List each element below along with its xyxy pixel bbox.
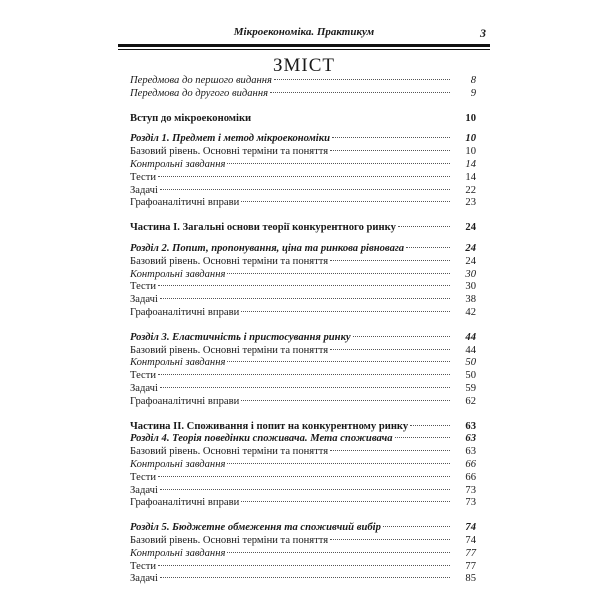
running-header	[118, 26, 490, 38]
toc-entry-title: Тести	[130, 281, 157, 293]
toc-entry-title: Графоаналітичні вправи	[130, 395, 240, 407]
dot-leader	[160, 387, 450, 388]
toc-entry-page: 30	[465, 268, 476, 280]
toc-entry-title: Графоаналітичні вправи	[130, 497, 240, 509]
toc-entry-page: 85	[465, 573, 476, 585]
dot-leader	[270, 92, 450, 93]
dot-leader	[158, 476, 450, 477]
toc-entry	[130, 243, 476, 256]
dot-leader	[410, 425, 450, 426]
toc-entry-title: Контрольні завдання	[130, 158, 226, 170]
dot-leader	[158, 374, 450, 375]
toc-title: ЗМІСТ	[272, 55, 336, 76]
dot-leader	[395, 437, 450, 438]
toc-entry-title: Розділ 3. Еластичність і пристосування ринку	[130, 331, 351, 343]
dot-leader	[158, 565, 450, 566]
dot-leader	[241, 311, 450, 312]
toc-entry	[130, 307, 476, 320]
toc-entry-title: Базовий рівень. Основні терміни та поняття	[130, 344, 329, 356]
toc-entry-page: 24	[465, 242, 476, 254]
toc-entry	[130, 561, 476, 574]
toc-entry-page: 42	[465, 306, 476, 318]
dot-leader	[227, 163, 450, 164]
toc-entry	[130, 497, 476, 510]
toc-entry-page: 63	[465, 420, 476, 432]
toc-entry	[130, 159, 476, 172]
toc-entry-title: Задачі	[130, 573, 158, 585]
toc-entry-page: 66	[465, 458, 476, 470]
toc-entry-page: 9	[470, 87, 476, 99]
dot-leader	[398, 226, 450, 227]
toc-entry-title: Задачі	[130, 382, 158, 394]
toc-entry	[130, 113, 476, 126]
toc-entry-page: 77	[465, 560, 476, 572]
toc-entry	[130, 281, 476, 294]
dot-leader	[227, 552, 450, 553]
toc-entry	[130, 446, 476, 459]
toc-entry-title: Тести	[130, 560, 157, 572]
toc-entry-title: Задачі	[130, 294, 158, 306]
toc-entry-page: 14	[465, 158, 476, 170]
dot-leader	[274, 79, 450, 80]
toc-entry	[130, 185, 476, 198]
toc-entry	[130, 256, 476, 269]
dot-leader	[406, 247, 450, 248]
header-rule-thin	[118, 49, 490, 50]
toc-entry-page: 22	[465, 184, 476, 196]
toc-entry-page: 38	[465, 294, 476, 306]
toc-entry	[130, 197, 476, 210]
dot-leader	[227, 273, 450, 274]
toc-entry-page: 10	[465, 112, 476, 124]
toc-entry-title: Вступ до мікроекономіки	[130, 112, 252, 124]
toc-entry-page: 63	[465, 433, 476, 445]
toc-entry-page: 23	[465, 197, 476, 209]
toc-entry-title: Контрольні завдання	[130, 357, 226, 369]
page-number: 3	[480, 26, 486, 40]
toc-entry-title: Передмова до першого видання	[130, 75, 272, 86]
toc-entry-page: 50	[465, 370, 476, 382]
toc-entry-title: Частина І. Загальні основи теорії конкурентного ринку	[130, 222, 396, 234]
toc-entry-title: Базовий рівень. Основні терміни та поняття	[130, 446, 329, 458]
toc-entry-page: 24	[465, 222, 476, 234]
dot-leader	[158, 176, 450, 177]
toc-entry-page: 44	[465, 344, 476, 356]
toc-entry	[130, 459, 476, 472]
dot-leader	[241, 201, 450, 202]
toc-entry	[130, 370, 476, 383]
toc-entry	[130, 146, 476, 159]
toc-entry-page: 74	[465, 534, 476, 546]
dot-leader	[241, 501, 450, 502]
toc-entry-title: Базовий рівень. Основні терміни та поняття	[130, 146, 329, 158]
toc-entry	[130, 472, 476, 485]
table-of-contents	[130, 75, 476, 586]
toc-entry-title: Графоаналітичні вправи	[130, 306, 240, 318]
dot-leader	[330, 450, 450, 451]
toc-entry-title: Передмова до другого видання	[130, 87, 268, 99]
toc-entry-title: Графоаналітичні вправи	[130, 197, 240, 209]
toc-entry	[130, 421, 476, 434]
toc-entry	[130, 75, 476, 88]
toc-entry-page: 24	[465, 255, 476, 267]
running-title: Мікроекономіка. Практикум	[233, 26, 375, 38]
dot-leader	[241, 400, 450, 401]
toc-entry-page: 50	[465, 357, 476, 369]
dot-leader	[160, 189, 450, 190]
toc-entry	[130, 433, 476, 446]
dot-leader	[330, 539, 450, 540]
toc-entry	[130, 548, 476, 561]
toc-entry	[130, 522, 476, 535]
dot-leader	[227, 463, 450, 464]
toc-entry-title: Контрольні завдання	[130, 268, 226, 280]
dot-leader	[330, 260, 450, 261]
toc-entry-title: Тести	[130, 471, 157, 483]
dot-leader	[383, 526, 450, 527]
dot-leader	[330, 150, 450, 151]
dot-leader	[160, 577, 450, 578]
toc-entry	[130, 345, 476, 358]
toc-entry-page: 59	[465, 382, 476, 394]
toc-entry-title: Тести	[130, 171, 157, 183]
toc-entry-page: 63	[465, 446, 476, 458]
toc-entry	[130, 357, 476, 370]
toc-entry	[130, 535, 476, 548]
toc-entry	[130, 383, 476, 396]
toc-entry-page: 10	[465, 146, 476, 158]
toc-entry-title: Базовий рівень. Основні терміни та поняття	[130, 255, 329, 267]
toc-entry-title: Розділ 1. Предмет і метод мікроекономіки	[130, 133, 330, 145]
dot-leader	[158, 285, 450, 286]
header-rule-thick	[118, 44, 490, 47]
toc-entry	[130, 133, 476, 146]
toc-entry-page: 74	[465, 522, 476, 534]
toc-entry	[130, 269, 476, 282]
dot-leader	[353, 336, 450, 337]
toc-entry-page: 14	[465, 171, 476, 183]
toc-entry-page: 8	[470, 75, 476, 86]
toc-entry-page: 10	[465, 133, 476, 145]
toc-entry	[130, 294, 476, 307]
toc-entry-title: Тести	[130, 370, 157, 382]
toc-entry-title: Частина ІІ. Споживання і попит на конкурентному ринку	[130, 420, 409, 432]
dot-leader	[160, 298, 450, 299]
toc-entry	[130, 332, 476, 345]
toc-entry	[130, 88, 476, 101]
dot-leader	[332, 137, 450, 138]
toc-entry	[130, 222, 476, 235]
toc-entry-title: Розділ 4. Теорія поведінки споживача. Мета споживача	[130, 433, 393, 445]
toc-entry-page: 73	[465, 497, 476, 509]
toc-entry-title: Розділ 2. Попит, пропонування, ціна та ринкова рівновага	[130, 242, 405, 254]
dot-leader	[160, 489, 450, 490]
toc-entry	[130, 396, 476, 409]
toc-entry	[130, 485, 476, 498]
toc-entry	[130, 573, 476, 586]
toc-entry-title: Контрольні завдання	[130, 547, 226, 559]
dot-leader	[330, 349, 450, 350]
toc-entry-page: 77	[465, 547, 476, 559]
toc-entry-title: Базовий рівень. Основні терміни та поняття	[130, 534, 329, 546]
toc-entry-page: 44	[465, 331, 476, 343]
toc-entry-title: Розділ 5. Бюджетне обмеження та споживчий вибір	[130, 522, 381, 534]
toc-entry-page: 73	[465, 484, 476, 496]
toc-entry-page: 66	[465, 471, 476, 483]
dot-leader	[227, 361, 450, 362]
toc-entry-title: Контрольні завдання	[130, 458, 226, 470]
toc-entry	[130, 172, 476, 185]
toc-entry-title: Задачі	[130, 484, 158, 496]
toc-entry-title: Задачі	[130, 184, 158, 196]
toc-entry-page: 62	[465, 395, 476, 407]
toc-entry-page: 30	[465, 281, 476, 293]
